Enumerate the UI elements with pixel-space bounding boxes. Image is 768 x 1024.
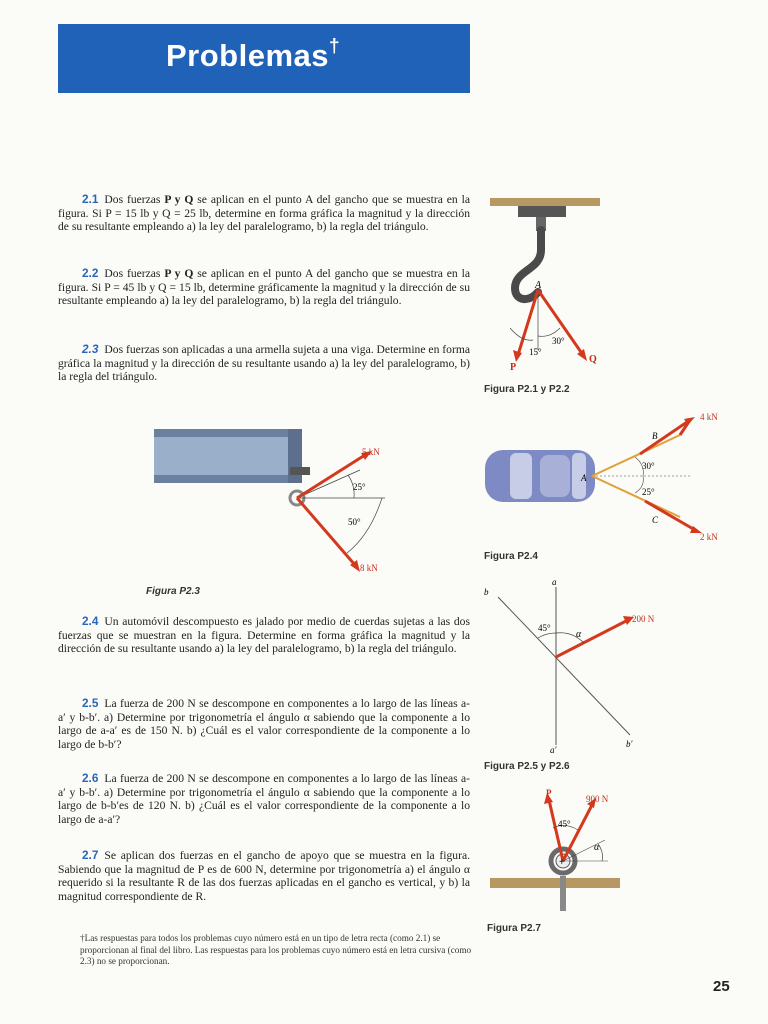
chapter-header	[58, 24, 470, 93]
header-title: Problemas†	[166, 35, 341, 73]
force-8kN-arrow	[297, 498, 355, 565]
label-A: A	[535, 280, 542, 291]
label-8kN: 8 kN	[360, 563, 378, 573]
ceiling	[490, 198, 600, 206]
hook-mount	[518, 206, 566, 217]
center-plus-icon: +	[559, 857, 565, 868]
support-surface	[490, 878, 620, 888]
label-b-prime: b′	[626, 739, 633, 749]
problem-2-1: 2.1 Dos fuerzas P y Q se aplican en el punto A del gancho que se muestra en la figura. Si P = 15 lb y Q = 25 lb, determine en forma gráfica la magnitud y la dirección de su resultante empleando a) la ley del paralelogramo, b) la regla del triángulo.	[58, 192, 470, 234]
problem-2-6: 2.6 La fuerza de 200 N se descompone en componentes a lo largo de las líneas a-a′ y b-b′. a) Determine por trigonometría el ángulo α sabiendo que la componente a lo largo de b-b′es de 120 N. b) ¿Cuál es el valor correspondiente de la componente a lo largo de a-a′?	[58, 771, 470, 826]
label-a-prime: a′	[550, 745, 557, 755]
force-900N-arrow	[563, 805, 592, 861]
label-2kN: 2 kN	[700, 532, 718, 542]
label-P: P	[510, 362, 517, 373]
label-25: 25°	[353, 482, 366, 492]
figure-p2-1	[480, 190, 610, 375]
label-b: b	[484, 587, 489, 597]
figure-p2-4	[480, 405, 740, 545]
label-200N: 200 N	[632, 614, 655, 624]
label-30: 30°	[552, 336, 565, 346]
label-Q: Q	[589, 354, 597, 365]
beam-top-flange	[154, 429, 300, 437]
caption-p2-4: Figura P2.4	[484, 551, 538, 562]
label-45: 45°	[538, 623, 551, 633]
force-200N-arrow	[556, 620, 628, 657]
caption-p2-1: Figura P2.1 y P2.2	[484, 384, 570, 395]
label-alpha: α	[576, 629, 582, 640]
figure-p2-7	[480, 780, 650, 915]
caption-p2-3: Figura P2.3	[146, 586, 200, 597]
label-A: A	[581, 473, 587, 483]
label-50: 50°	[348, 517, 361, 527]
label-4kN: 4 kN	[700, 412, 718, 422]
label-30: 30°	[642, 461, 655, 471]
label-C: C	[652, 515, 659, 525]
footnote: †Las respuestas para todos los problemas cuyo número está en un tipo de letra recta (como 2.1) se proporcionan al final del libro. Las respuestas para los problemas cuyo número está en letra cursiva (como 2.3) no se proporcionan.	[80, 933, 472, 966]
problem-2-3: 2.3 Dos fuerzas son aplicadas a una armella sujeta a una viga. Determine en forma gráfica la magnitud y la dirección de su resultante usando a) la ley del paralelogramo, b) la regla del triángulo.	[58, 342, 470, 384]
caption-p2-7: Figura P2.7	[487, 923, 541, 934]
problem-2-7: 2.7 Se aplican dos fuerzas en el gancho de apoyo que se muestra en la figura. Sabiendo que la magnitud de P es de 600 N, determine por trigonometría a) el ángulo α requerido si la resultante R de las dos fuerzas aplicadas en el gancho es vertical, y b) la magnitud correspondiente de R.	[58, 848, 470, 903]
caption-p2-5: Figura P2.5 y P2.6	[484, 761, 570, 772]
figure-p2-3	[150, 415, 400, 575]
label-alpha: α	[594, 842, 600, 853]
label-45: 45°	[558, 819, 571, 829]
problem-2-4: 2.4 Un automóvil descompuesto es jalado por medio de cuerdas sujetas a las dos fuerzas que se muestran en la figura. Determine en forma gráfica la magnitud y la dirección de su resultante usando a) la ley del paralelogramo, b) la regla del triángulo.	[58, 614, 470, 656]
figure-p2-5	[480, 575, 680, 755]
label-P: P	[546, 788, 552, 798]
label-25: 25°	[642, 487, 655, 497]
label-900N: 900 N	[586, 794, 609, 804]
problem-2-2: 2.2 Dos fuerzas P y Q se aplican en el punto A del gancho que se muestra en la figura. Si P = 45 lb y Q = 15 lb, determine gráficamente la magnitud y la dirección de su resultante empleando a) la ley del paralelogramo, b) la regla del triángulo.	[58, 266, 470, 308]
label-a: a	[552, 577, 557, 587]
line-b-b	[498, 597, 630, 735]
label-5kN: 5 kN	[362, 447, 380, 457]
label-15: 15°	[529, 347, 542, 357]
label-B: B	[652, 431, 658, 441]
problem-2-5: 2.5 La fuerza de 200 N se descompone en componentes a lo largo de las líneas a-a′ y b-b′. a) Determine por trigonometría el ángulo α sabiendo que la componente a lo largo de a-a′ es de 150 N. b) ¿Cuál es el valor correspondiente de la componente a lo largo de b-b′?	[58, 696, 470, 751]
page-number: 25	[713, 978, 730, 995]
